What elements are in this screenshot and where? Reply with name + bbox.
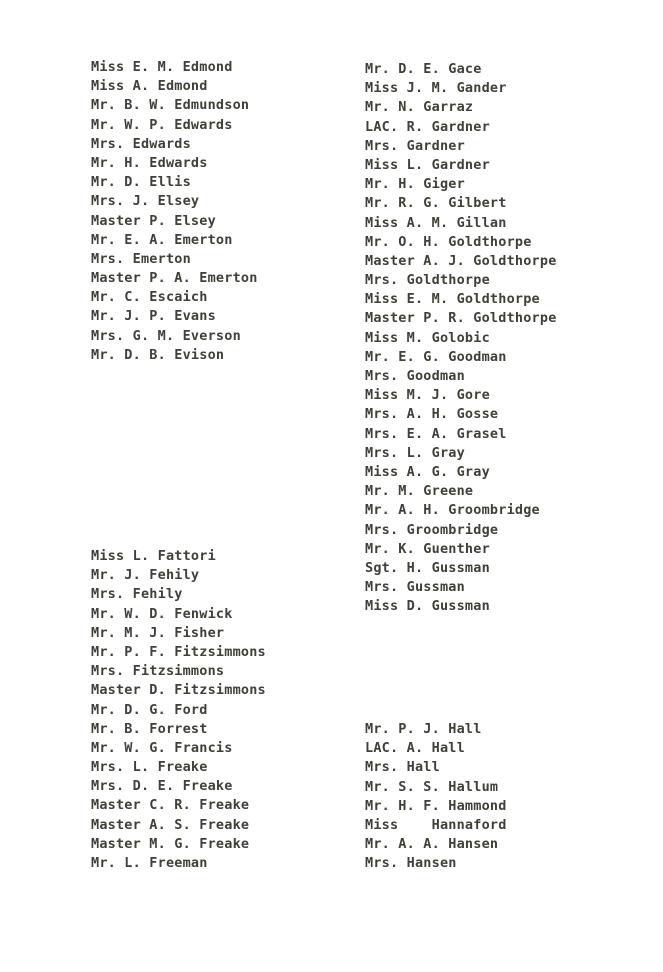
list-item: Mrs. Fitzsimmons (91, 663, 225, 680)
list-item: Mr. L. Freeman (91, 855, 208, 871)
list-item: Mr. D. E. Gace (365, 61, 482, 77)
list-item: Mrs. Goldthorpe (365, 272, 490, 289)
list-item: Mrs. Gardner (365, 137, 465, 154)
list-item: Mr. C. Escaich (91, 289, 208, 306)
list-item: Master C. R. Freake (91, 797, 250, 814)
list-item: Miss E. M. Goldthorpe (365, 291, 540, 308)
list-item: Miss M. Golobic (365, 329, 490, 346)
list-item: Mrs. Goodman (365, 368, 465, 384)
list-item: Mr. M. Greene (365, 483, 474, 500)
list-item: Mr. W. G. Francis (91, 739, 233, 756)
list-item: Mr. P. J. Hall (365, 721, 482, 737)
list-item: Mr. A. A. Hansen (365, 836, 499, 853)
list-item: Mr. O. H. Goldthorpe (365, 233, 532, 250)
list-item: Mrs. E. A. Grasel (365, 425, 507, 442)
list-item: Mr. B. W. Edmundson (91, 97, 250, 114)
list-item: LAC. R. Gardner (365, 118, 490, 135)
list-item: Miss A. G. Gray (365, 463, 490, 480)
list-item: Mrs. L. Gray (365, 444, 465, 461)
list-item: Mr. S. S. Hallum (365, 778, 499, 795)
list-item: Mr. D. Ellis (91, 174, 191, 191)
list-item: Mr. D. B. Evison (91, 346, 225, 363)
list-item: Master D. Fitzsimmons (91, 682, 266, 699)
list-item: Miss M. J. Gore (365, 387, 490, 404)
list-item: Mr. E. G. Goodman (365, 348, 507, 365)
list-item: Mr. M. J. Fisher (91, 624, 225, 641)
list-item: Mr. H. F. Hammond (365, 797, 507, 814)
list-item: Mr. R. G. Gilbert (365, 195, 507, 212)
list-item: Mrs. Groombridge (365, 521, 499, 538)
list-item: Miss L. Fattori (91, 548, 216, 564)
list-item: Miss L. Gardner (365, 156, 490, 173)
list-item: Mr. D. G. Ford (91, 701, 208, 718)
name-list-e (91, 58, 258, 365)
list-item: Master A. S. Freake (91, 816, 250, 833)
list-item: Mrs. A. H. Gosse (365, 406, 499, 423)
list-item: Master P. A. Emerton (91, 270, 258, 287)
list-item: Mr. P. F. Fitzsimmons (91, 643, 266, 660)
list-item: Sgt. H. Gussman (365, 559, 490, 576)
list-item: Mr. A. H. Groombridge (365, 502, 540, 519)
list-item: Mrs. Fehily (91, 586, 183, 603)
list-item: LAC. A. Hall (365, 740, 465, 757)
list-item: Miss A. Edmond (91, 78, 208, 95)
list-item: Miss A. M. Gillan (365, 214, 507, 231)
list-item: Mrs. Hansen (365, 855, 457, 872)
list-item: Master M. G. Freake (91, 835, 250, 852)
name-list-f (91, 547, 266, 873)
name-list-h (365, 720, 507, 874)
list-item: Mrs. Gussman (365, 579, 465, 596)
list-item: Miss E. M. Edmond (91, 59, 233, 75)
list-item: Mrs. Edwards (91, 135, 191, 152)
list-item: Mr. J. Fehily (91, 567, 200, 584)
list-item: Master P. R. Goldthorpe (365, 310, 557, 327)
list-item: Miss D. Gussman (365, 598, 490, 615)
list-item: Mr. K. Guenther (365, 540, 490, 557)
list-item: Mr. J. P. Evans (91, 308, 216, 325)
list-item: Mrs. J. Elsey (91, 193, 200, 210)
list-item: Mr. H. Giger (365, 176, 465, 193)
name-list-g (365, 60, 557, 616)
list-item: Mr. W. P. Edwards (91, 116, 233, 133)
list-item: Mr. B. Forrest (91, 720, 208, 737)
list-item: Miss Hannaford (365, 816, 507, 833)
list-item: Mr. W. D. Fenwick (91, 605, 233, 622)
list-item: Master P. Elsey (91, 212, 216, 229)
list-item: Mrs. D. E. Freake (91, 778, 233, 795)
list-item: Mrs. Hall (365, 759, 440, 776)
list-item: Mrs. G. M. Everson (91, 327, 241, 344)
list-item: Mr. H. Edwards (91, 154, 208, 171)
list-item: Mr. N. Garraz (365, 99, 474, 116)
list-item: Miss J. M. Gander (365, 80, 507, 97)
list-item: Mrs. L. Freake (91, 759, 208, 776)
list-item: Mrs. Emerton (91, 250, 191, 267)
list-item: Master A. J. Goldthorpe (365, 252, 557, 269)
list-item: Mr. E. A. Emerton (91, 231, 233, 248)
